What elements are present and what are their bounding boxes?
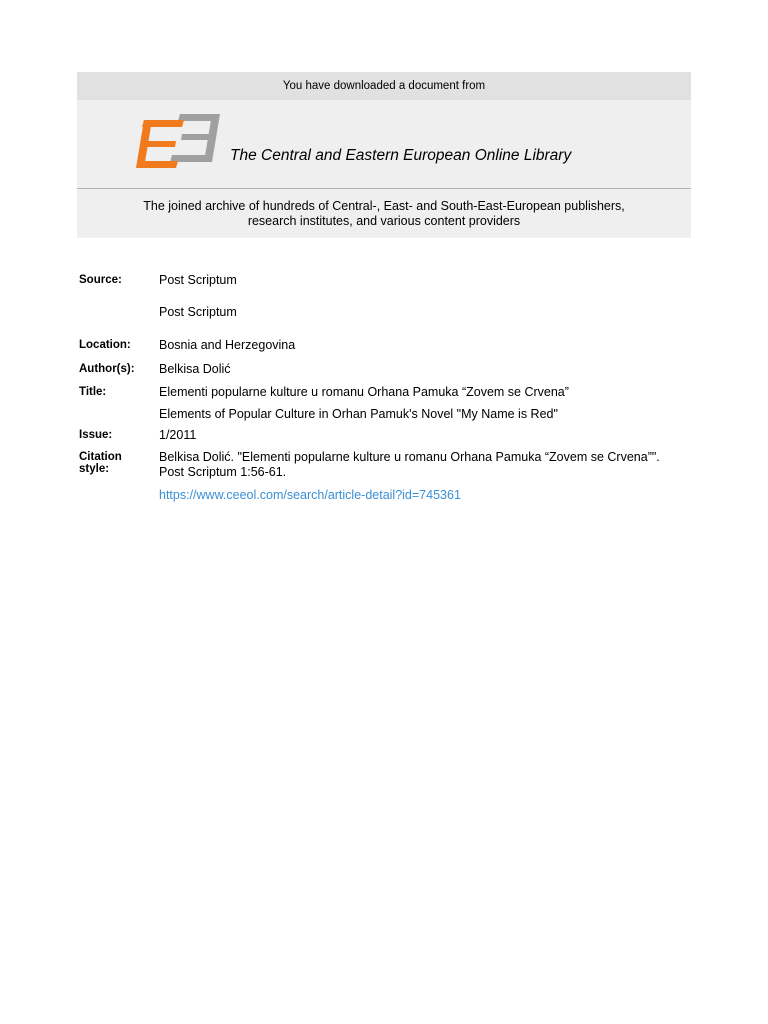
citation-label-line-2: style:: [79, 463, 110, 475]
ceeol-banner: [77, 72, 691, 238]
title-value: Elementi popularne kulture u romanu Orhana Pamuka “Zovem se Crvena”: [159, 385, 569, 399]
location-label: Location:: [79, 339, 131, 351]
download-notice: You have downloaded a document from: [77, 72, 691, 100]
source-value-alt: Post Scriptum: [159, 305, 237, 319]
banner-divider: [77, 188, 691, 189]
issue-label: Issue:: [79, 429, 113, 441]
ceeol-logo-icon: [130, 112, 222, 172]
citation-text: [159, 450, 660, 480]
library-title: The Central and Eastern European Online Library: [230, 147, 572, 164]
citation-label: [79, 451, 122, 475]
source-label: Source:: [79, 274, 122, 286]
title-label: Title:: [79, 386, 107, 398]
title-value-en: Elements of Popular Culture in Orhan Pamuk's Novel "My Name is Red": [159, 407, 558, 421]
banner-tagline: [77, 199, 691, 229]
location-value: Bosnia and Herzegovina: [159, 338, 296, 352]
tagline-line-2: research institutes, and various content providers: [247, 214, 521, 228]
authors-value: Belkisa Dolić: [159, 362, 231, 376]
citation-label-line-1: Citation: [79, 451, 122, 463]
source-value: Post Scriptum: [159, 273, 237, 287]
citation-line-1: Belkisa Dolić. "Elementi popularne kulture u romanu Orhana Pamuka “Zovem se Crvena”".: [159, 450, 660, 464]
authors-label: Author(s):: [79, 363, 135, 375]
issue-value: 1/2011: [159, 428, 197, 442]
citation-line-2: Post Scriptum 1:56-61.: [159, 465, 287, 479]
tagline-line-1: The joined archive of hundreds of Central-, East- and South-East-European publishers,: [143, 199, 625, 213]
article-link[interactable]: https://www.ceeol.com/search/article-detail?id=745361: [159, 488, 461, 502]
